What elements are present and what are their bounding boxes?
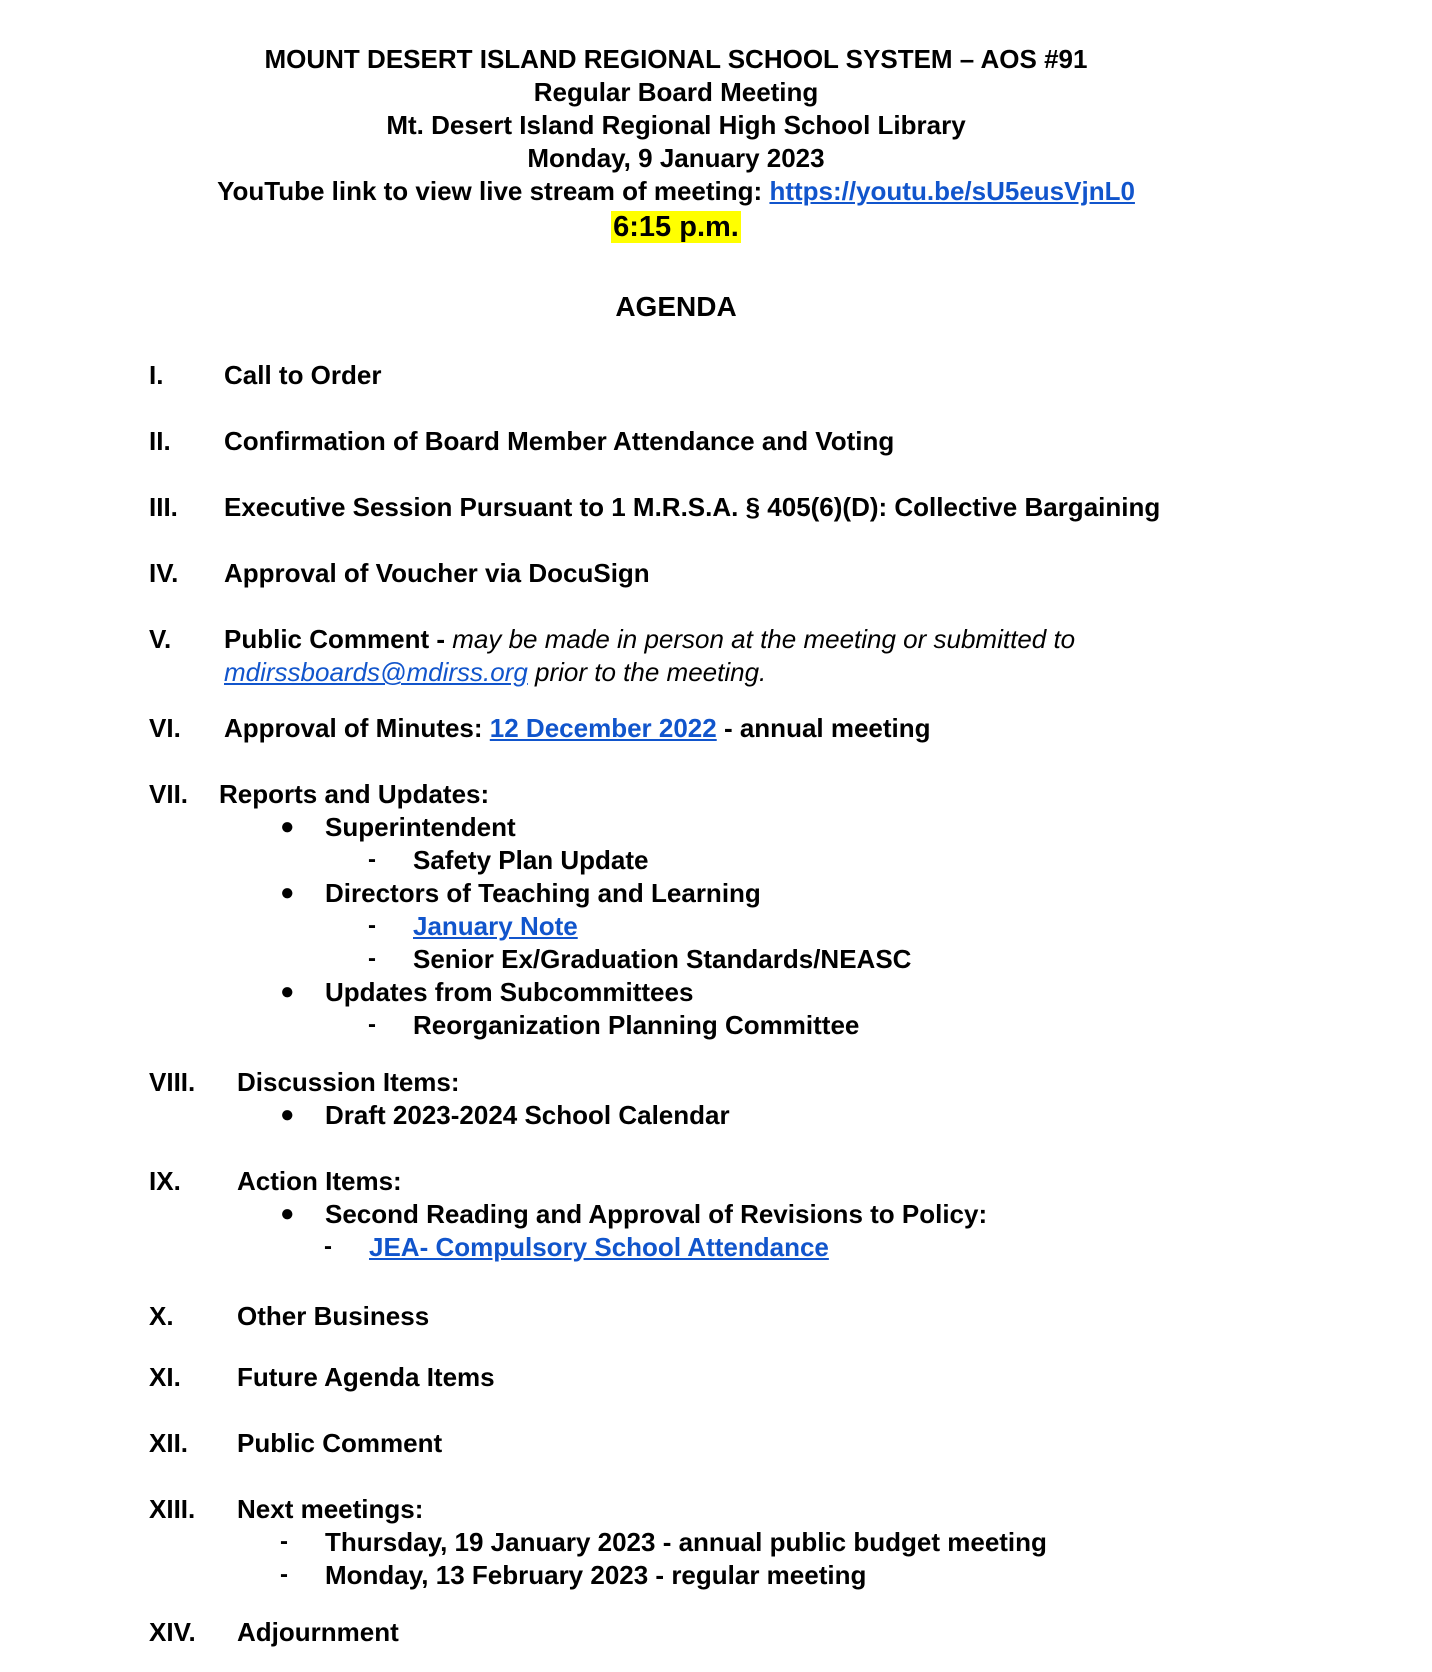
sub-sub-item [413, 910, 578, 942]
org-title: MOUNT DESERT ISLAND REGIONAL SCHOOL SYSTEM – AOS #91 [264, 44, 1088, 74]
item-number: X. [149, 1301, 174, 1331]
item-number: VII. [149, 779, 189, 809]
meeting-type: Regular Board Meeting [533, 77, 819, 107]
meeting-location: Mt. Desert Island Regional High School Library [386, 110, 966, 140]
stream-label: YouTube link to view live stream of meeting: [217, 176, 770, 206]
item-number: II. [149, 426, 171, 456]
public-comment-line [224, 623, 1075, 655]
meeting-date: Monday, 9 January 2023 [527, 143, 825, 173]
item-title: Approval of Minutes: [224, 713, 490, 743]
sub-item: Second Reading and Approval of Revisions to Policy: [325, 1199, 988, 1229]
dash-marker: - [280, 1528, 288, 1555]
dash-marker: - [368, 846, 376, 873]
item-title: Public Comment [237, 1428, 443, 1458]
item-number: XI. [149, 1362, 181, 1392]
item-title: Discussion Items: [237, 1067, 460, 1097]
item-title: Confirmation of Board Member Attendance and Voting [224, 426, 895, 456]
item-number: I. [149, 360, 164, 390]
january-note-link[interactable]: January Note [413, 911, 578, 941]
public-comment-line-2 [224, 656, 766, 688]
time-line [0, 212, 1352, 242]
sub-item: Draft 2023-2024 School Calendar [325, 1100, 730, 1130]
email-link[interactable]: mdirssboards@mdirss.org [224, 657, 528, 687]
dash-marker: - [368, 945, 376, 972]
item-title: Next meetings: [237, 1494, 424, 1524]
sub-item: Updates from Subcommittees [325, 977, 694, 1007]
minutes-line [224, 712, 931, 744]
meeting-time: 6:15 p.m. [613, 211, 739, 243]
bullet-marker: ● [280, 813, 295, 840]
minutes-link[interactable]: 12 December 2022 [489, 713, 717, 743]
sub-item: Directors of Teaching and Learning [325, 878, 761, 908]
item-title: Other Business [237, 1301, 430, 1331]
bullet-marker: ● [280, 1101, 295, 1128]
comment-note: may be made in person at the meeting or submitted to [452, 624, 1076, 654]
dash-marker: - [368, 912, 376, 939]
item-title: Call to Order [224, 360, 382, 390]
item-number: IV. [149, 558, 179, 588]
dash-marker: - [280, 1561, 288, 1588]
minutes-suffix: - annual meeting [716, 713, 931, 743]
sub-sub-item: Reorganization Planning Committee [413, 1010, 860, 1040]
item-number: XIV. [149, 1617, 196, 1647]
item-title: Public Comment - [224, 624, 453, 654]
bullet-marker: ● [280, 978, 295, 1005]
stream-link[interactable]: https://youtu.be/sU5eusVjnL0 [769, 176, 1135, 206]
bullet-marker: ● [280, 1200, 295, 1227]
item-number: V. [149, 624, 172, 654]
sub-item: Superintendent [325, 812, 516, 842]
dash-marker: - [324, 1233, 332, 1260]
item-number: XIII. [149, 1494, 196, 1524]
item-number: III. [149, 492, 178, 522]
next-meeting: Monday, 13 February 2023 - regular meeting [325, 1560, 867, 1590]
item-title: Action Items: [237, 1166, 402, 1196]
sub-sub-item: Senior Ex/Graduation Standards/NEASC [413, 944, 912, 974]
item-title: Executive Session Pursuant to 1 M.R.S.A. § 405(6)(D): Collective Bargaining [224, 492, 1161, 522]
policy-jea-link[interactable]: JEA- Compulsory School Attendance [369, 1232, 829, 1262]
sub-sub-item: Safety Plan Update [413, 845, 649, 875]
item-number: IX. [149, 1166, 181, 1196]
item-title: Adjournment [237, 1617, 399, 1647]
item-number: VIII. [149, 1067, 196, 1097]
sub-sub-item [369, 1231, 829, 1263]
dash-marker: - [368, 1011, 376, 1038]
item-title: Future Agenda Items [237, 1362, 495, 1392]
item-number: VI. [149, 713, 181, 743]
item-number: XII. [149, 1428, 189, 1458]
item-title: Reports and Updates: [219, 779, 490, 809]
agenda-heading: AGENDA [615, 291, 737, 322]
comment-note-end: prior to the meeting. [527, 657, 767, 687]
bullet-marker: ● [280, 879, 295, 906]
stream-line [0, 176, 1352, 206]
next-meeting: Thursday, 19 January 2023 - annual public budget meeting [325, 1527, 1047, 1557]
item-title: Approval of Voucher via DocuSign [224, 558, 650, 588]
